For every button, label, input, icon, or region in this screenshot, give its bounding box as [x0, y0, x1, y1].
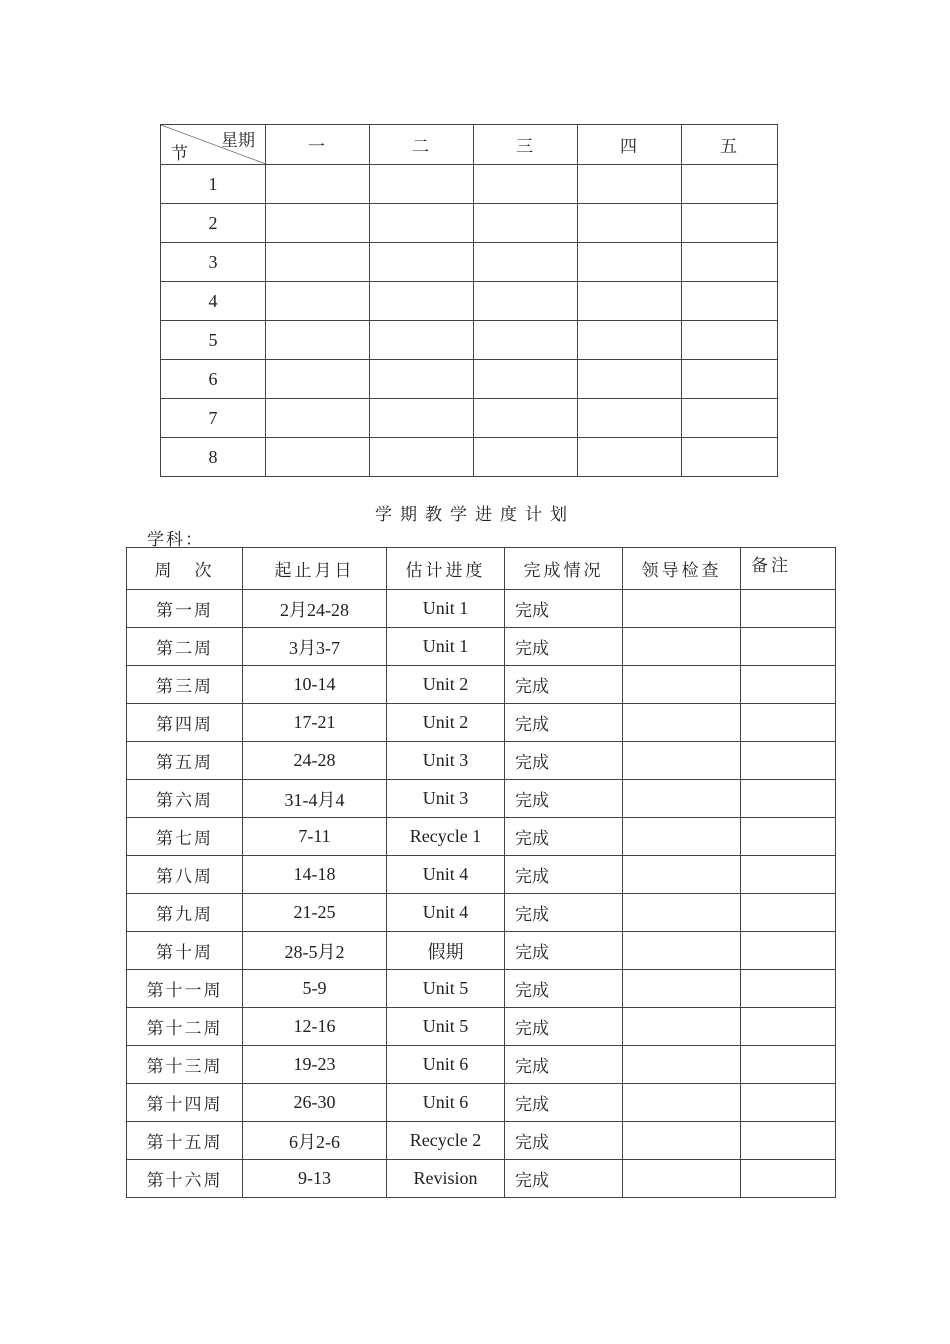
timetable-slot: [578, 204, 682, 243]
week-cell: 第五周: [127, 742, 243, 780]
timetable-slot: [370, 165, 474, 204]
week-cell: 第八周: [127, 856, 243, 894]
remarks-cell: [741, 856, 836, 894]
schedule-row: [127, 704, 836, 742]
remarks-cell: [741, 932, 836, 970]
schedule-row: [127, 590, 836, 628]
period-number: 2: [161, 204, 266, 243]
period-number: 3: [161, 243, 266, 282]
schedule-row: [127, 894, 836, 932]
inspection-cell: [623, 628, 741, 666]
timetable-slot: [474, 165, 578, 204]
timetable-slot: [578, 165, 682, 204]
timetable-slot: [266, 399, 370, 438]
week-cell: 第九周: [127, 894, 243, 932]
inspection-cell: [623, 780, 741, 818]
inspection-cell: [623, 742, 741, 780]
timetable-slot: [370, 399, 474, 438]
remarks-cell: [741, 590, 836, 628]
dates-cell: 14-18: [243, 856, 387, 894]
header-remarks: 备注: [741, 548, 836, 590]
inspection-cell: [623, 704, 741, 742]
timetable-slot: [474, 243, 578, 282]
progress-cell: Unit 5: [387, 1008, 505, 1046]
progress-cell: Unit 6: [387, 1084, 505, 1122]
status-cell: 完成: [505, 970, 623, 1008]
inspection-cell: [623, 894, 741, 932]
inspection-cell: [623, 818, 741, 856]
timetable-row: [161, 243, 778, 282]
progress-cell: Unit 1: [387, 590, 505, 628]
period-number: 1: [161, 165, 266, 204]
inspection-cell: [623, 1046, 741, 1084]
weekday-axis-label: 星期: [221, 131, 255, 150]
remarks-cell: [741, 970, 836, 1008]
remarks-cell: [741, 1084, 836, 1122]
inspection-cell: [623, 666, 741, 704]
week-cell: 第七周: [127, 818, 243, 856]
timetable-slot: [682, 282, 778, 321]
period-number: 8: [161, 438, 266, 477]
progress-cell: Unit 3: [387, 742, 505, 780]
progress-cell: Unit 3: [387, 780, 505, 818]
schedule-row: [127, 1084, 836, 1122]
progress-cell: Unit 4: [387, 856, 505, 894]
timetable-row: [161, 399, 778, 438]
status-cell: 完成: [505, 1122, 623, 1160]
header-status: 完成情况: [505, 548, 623, 590]
timetable-slot: [474, 438, 578, 477]
inspection-cell: [623, 1122, 741, 1160]
timetable-slot: [682, 399, 778, 438]
inspection-cell: [623, 970, 741, 1008]
inspection-cell: [623, 1008, 741, 1046]
schedule-row: [127, 818, 836, 856]
status-cell: 完成: [505, 628, 623, 666]
status-cell: 完成: [505, 818, 623, 856]
timetable-slot: [682, 360, 778, 399]
week-cell: 第四周: [127, 704, 243, 742]
inspection-cell: [623, 1160, 741, 1198]
timetable-slot: [370, 282, 474, 321]
remarks-cell: [741, 1160, 836, 1198]
timetable-slot: [474, 360, 578, 399]
remarks-cell: [741, 666, 836, 704]
status-cell: 完成: [505, 704, 623, 742]
dates-cell: 9-13: [243, 1160, 387, 1198]
timetable-slot: [578, 282, 682, 321]
progress-cell: Unit 4: [387, 894, 505, 932]
timetable-slot: [682, 165, 778, 204]
dates-cell: 2月24-28: [243, 590, 387, 628]
timetable-slot: [474, 204, 578, 243]
dates-cell: 19-23: [243, 1046, 387, 1084]
schedule-row: [127, 856, 836, 894]
header-dates: 起止月日: [243, 548, 387, 590]
progress-cell: Unit 2: [387, 666, 505, 704]
progress-cell: Unit 5: [387, 970, 505, 1008]
timetable-row: [161, 321, 778, 360]
progress-cell: Unit 2: [387, 704, 505, 742]
period-number: 5: [161, 321, 266, 360]
inspection-cell: [623, 1084, 741, 1122]
timetable-slot: [682, 321, 778, 360]
status-cell: 完成: [505, 590, 623, 628]
schedule-row: [127, 1160, 836, 1198]
period-number: 7: [161, 399, 266, 438]
remarks-cell: [741, 894, 836, 932]
status-cell: 完成: [505, 932, 623, 970]
period-number: 4: [161, 282, 266, 321]
week-cell: 第一周: [127, 590, 243, 628]
timetable-slot: [682, 204, 778, 243]
status-cell: 完成: [505, 666, 623, 704]
timetable-row: [161, 438, 778, 477]
timetable-header-row: [161, 125, 778, 165]
period-axis-label: 节: [171, 144, 188, 163]
week-cell: 第十三周: [127, 1046, 243, 1084]
timetable-slot: [474, 321, 578, 360]
timetable-slot: [266, 438, 370, 477]
day-header: 四: [578, 125, 682, 165]
progress-cell: Unit 1: [387, 628, 505, 666]
dates-cell: 6月2-6: [243, 1122, 387, 1160]
day-header: 三: [474, 125, 578, 165]
header-inspection: 领导检查: [623, 548, 741, 590]
timetable-slot: [578, 321, 682, 360]
progress-cell: Revision: [387, 1160, 505, 1198]
day-header: 一: [266, 125, 370, 165]
schedule-row: [127, 1008, 836, 1046]
week-cell: 第十一周: [127, 970, 243, 1008]
day-header: 二: [370, 125, 474, 165]
schedule-row: [127, 1046, 836, 1084]
dates-cell: 7-11: [243, 818, 387, 856]
timetable-slot: [266, 243, 370, 282]
schedule-row: [127, 932, 836, 970]
dates-cell: 5-9: [243, 970, 387, 1008]
timetable-row: [161, 165, 778, 204]
timetable-row: [161, 282, 778, 321]
schedule-row: [127, 666, 836, 704]
remarks-cell: [741, 742, 836, 780]
timetable-slot: [578, 438, 682, 477]
week-cell: 第十四周: [127, 1084, 243, 1122]
timetable-row: [161, 360, 778, 399]
period-number: 6: [161, 360, 266, 399]
timetable-slot: [578, 360, 682, 399]
timetable-slot: [266, 204, 370, 243]
schedule-row: [127, 1122, 836, 1160]
timetable-slot: [266, 165, 370, 204]
progress-cell: Recycle 1: [387, 818, 505, 856]
timetable-slot: [370, 321, 474, 360]
progress-cell: Recycle 2: [387, 1122, 505, 1160]
dates-cell: 21-25: [243, 894, 387, 932]
status-cell: 完成: [505, 780, 623, 818]
remarks-cell: [741, 1122, 836, 1160]
week-cell: 第十周: [127, 932, 243, 970]
day-header: 五: [682, 125, 778, 165]
remarks-cell: [741, 1046, 836, 1084]
subject-label: 学科：: [147, 530, 204, 549]
timetable-slot: [682, 438, 778, 477]
timetable-slot: [266, 321, 370, 360]
timetable-slot: [370, 204, 474, 243]
timetable-slot: [266, 282, 370, 321]
inspection-cell: [623, 590, 741, 628]
class-timetable: [160, 124, 778, 477]
status-cell: 完成: [505, 894, 623, 932]
timetable-slot: [474, 282, 578, 321]
week-cell: 第六周: [127, 780, 243, 818]
status-cell: 完成: [505, 1160, 623, 1198]
status-cell: 完成: [505, 1084, 623, 1122]
timetable-slot: [578, 243, 682, 282]
timetable-slot: [370, 360, 474, 399]
week-cell: 第十五周: [127, 1122, 243, 1160]
dates-cell: 17-21: [243, 704, 387, 742]
inspection-cell: [623, 856, 741, 894]
status-cell: 完成: [505, 1008, 623, 1046]
remarks-cell: [741, 628, 836, 666]
schedule-row: [127, 628, 836, 666]
timetable-slot: [682, 243, 778, 282]
timetable-row: [161, 204, 778, 243]
progress-cell: Unit 6: [387, 1046, 505, 1084]
week-cell: 第二周: [127, 628, 243, 666]
header-week: 周 次: [127, 548, 243, 590]
remarks-cell: [741, 818, 836, 856]
timetable-slot: [266, 360, 370, 399]
week-cell: 第十二周: [127, 1008, 243, 1046]
remarks-cell: [741, 1008, 836, 1046]
dates-cell: 28-5月2: [243, 932, 387, 970]
dates-cell: 12-16: [243, 1008, 387, 1046]
dates-cell: 10-14: [243, 666, 387, 704]
timetable-corner-cell: [161, 125, 266, 165]
dates-cell: 3月3-7: [243, 628, 387, 666]
dates-cell: 26-30: [243, 1084, 387, 1122]
schedule-row: [127, 780, 836, 818]
header-progress: 估计进度: [387, 548, 505, 590]
schedule-row: [127, 970, 836, 1008]
status-cell: 完成: [505, 1046, 623, 1084]
schedule-row: [127, 742, 836, 780]
dates-cell: 31-4月4: [243, 780, 387, 818]
schedule-header-row: [127, 548, 836, 590]
week-cell: 第三周: [127, 666, 243, 704]
timetable-slot: [370, 243, 474, 282]
status-cell: 完成: [505, 742, 623, 780]
timetable-slot: [578, 399, 682, 438]
plan-title: 学期教学进度计划: [375, 505, 575, 524]
remarks-cell: [741, 780, 836, 818]
remarks-cell: [741, 704, 836, 742]
timetable-slot: [370, 438, 474, 477]
status-cell: 完成: [505, 856, 623, 894]
week-cell: 第十六周: [127, 1160, 243, 1198]
dates-cell: 24-28: [243, 742, 387, 780]
progress-cell: 假期: [387, 932, 505, 970]
timetable-slot: [474, 399, 578, 438]
teaching-schedule-table: [126, 547, 836, 1198]
inspection-cell: [623, 932, 741, 970]
